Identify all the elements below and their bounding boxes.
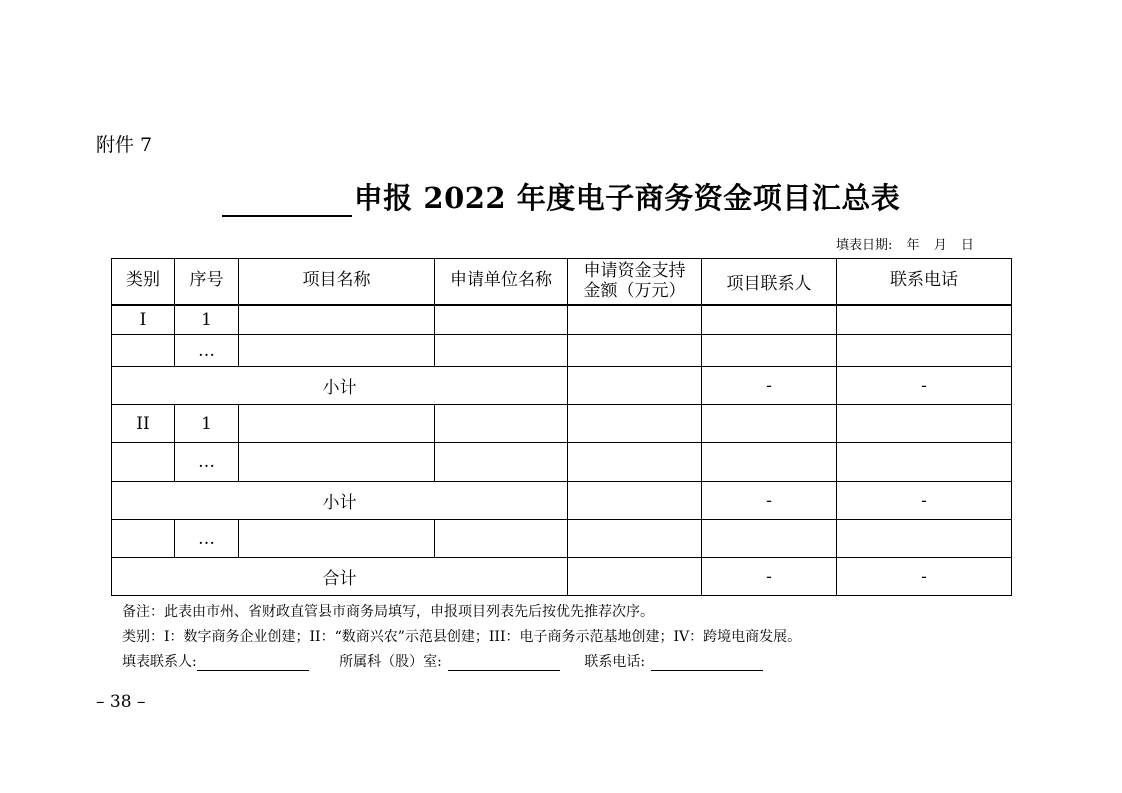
header-contact: 项目联系人 (702, 259, 837, 305)
contact-blank[interactable] (197, 655, 309, 671)
cell-phone-dash: - (837, 482, 1012, 520)
header-row (112, 259, 1012, 305)
header-seq: 序号 (175, 259, 239, 305)
cell-contact (702, 443, 837, 482)
subtotal-row (112, 367, 1012, 405)
cell-project-name (239, 335, 435, 367)
cell-contact-dash: - (702, 367, 837, 405)
cell-fund (568, 405, 702, 443)
cell-applicant (435, 305, 568, 335)
header-fund-line2: 金额（万元） (583, 281, 686, 301)
cell-project-name (239, 405, 435, 443)
summary-table (111, 258, 1012, 596)
cell-seq-ellipsis: … (175, 335, 239, 367)
title-blank-line (222, 185, 352, 217)
cell-category: II (112, 405, 175, 443)
cell-project-name (239, 443, 435, 482)
cell-project-name (239, 520, 435, 558)
cell-category: I (112, 305, 175, 335)
cell-contact (702, 405, 837, 443)
fill-date-year: 年 (906, 238, 920, 253)
cell-contact (702, 305, 837, 335)
header-category: 类别 (112, 259, 175, 305)
table-row (112, 520, 1012, 558)
header-fund-amount (568, 259, 702, 305)
cell-contact (702, 520, 837, 558)
cell-applicant (435, 405, 568, 443)
fill-date-label: 填表日期: (836, 238, 893, 253)
dept-label: 所属科（股）室: (339, 654, 442, 670)
attachment-label: 附件 7 (96, 134, 153, 156)
table-row (112, 305, 1012, 335)
remark-note: 备注：此表由市州、省财政直管县市商务局填写，申报项目列表先后按优先推荐次序。 (122, 604, 654, 620)
cell-seq: 1 (175, 305, 239, 335)
cell-project-name (239, 305, 435, 335)
cell-fund (568, 482, 702, 520)
cell-seq: 1 (175, 405, 239, 443)
cell-category (112, 520, 175, 558)
cell-category (112, 335, 175, 367)
subtotal-label: 小计 (112, 482, 568, 520)
table-row (112, 443, 1012, 482)
cell-fund (568, 367, 702, 405)
cell-seq-ellipsis: … (175, 520, 239, 558)
cell-category (112, 443, 175, 482)
header-applicant: 申请单位名称 (435, 259, 568, 305)
header-fund-line1: 申请资金支持 (583, 261, 686, 281)
page-number: – 38 – (96, 692, 146, 712)
cell-contact-dash: - (702, 558, 837, 596)
cell-fund (568, 443, 702, 482)
signature-line (122, 651, 763, 671)
fill-date-month: 月 (933, 238, 947, 253)
phone-label: 联系电话: (584, 654, 646, 670)
cell-seq-ellipsis: … (175, 443, 239, 482)
title-container (0, 176, 1122, 217)
cell-contact (702, 335, 837, 367)
cell-contact-dash: - (702, 482, 837, 520)
cell-fund (568, 520, 702, 558)
cell-applicant (435, 335, 568, 367)
cell-phone (837, 405, 1012, 443)
cell-phone-dash: - (837, 558, 1012, 596)
fill-date-day: 日 (960, 238, 974, 253)
cell-fund (568, 558, 702, 596)
cell-phone-dash: - (837, 367, 1012, 405)
subtotal-label: 小计 (112, 367, 568, 405)
cell-applicant (435, 443, 568, 482)
cell-phone (837, 305, 1012, 335)
cell-fund (568, 305, 702, 335)
page-title (222, 176, 900, 217)
title-text: 申报 2022 年度电子商务资金项目汇总表 (353, 181, 901, 215)
contact-label: 填表联系人: (122, 654, 197, 670)
cell-phone (837, 520, 1012, 558)
dept-blank[interactable] (448, 655, 560, 671)
cell-fund (568, 335, 702, 367)
cell-phone (837, 335, 1012, 367)
phone-blank[interactable] (651, 655, 763, 671)
cell-phone (837, 443, 1012, 482)
category-note: 类别：I：数字商务企业创建；II：“数商兴农”示范县创建；III：电子商务示范基地创建；IV：跨境电商发展。 (122, 629, 802, 645)
cell-applicant (435, 520, 568, 558)
header-phone: 联系电话 (837, 259, 1012, 305)
header-project-name: 项目名称 (239, 259, 435, 305)
subtotal-row (112, 482, 1012, 520)
table-row (112, 335, 1012, 367)
total-row (112, 558, 1012, 596)
total-label: 合计 (112, 558, 568, 596)
fill-date (836, 234, 984, 253)
table-row (112, 405, 1012, 443)
